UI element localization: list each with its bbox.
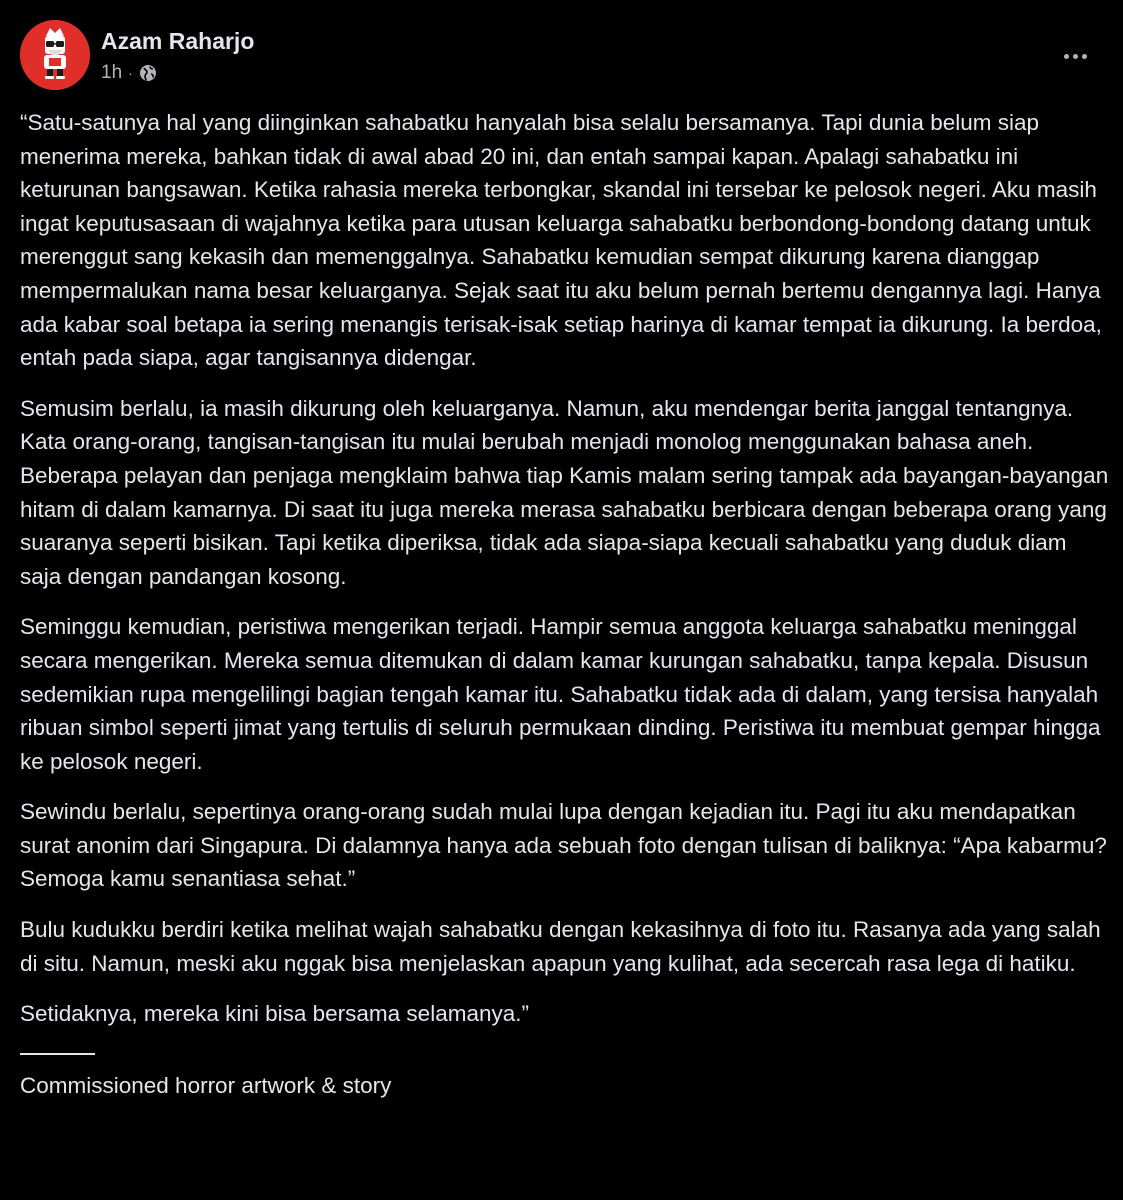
more-horizontal-icon (1073, 54, 1078, 59)
footer-divider (20, 1053, 95, 1055)
author-name[interactable]: Azam Raharjo (101, 28, 255, 54)
red-character-avatar-icon (20, 20, 90, 90)
post-timestamp[interactable]: 1h (101, 62, 123, 83)
post-paragraph: Bulu kudukku berdiri ketika melihat wajah sahabatku dengan kekasihnya di foto itu. Rasanya ada yang salah di situ. Namun, meski aku nggak bisa menjelaskan apapun yang kulihat, ada secercah rasa lega di hatiku. (20, 917, 1101, 976)
globe-icon[interactable] (139, 64, 157, 82)
post-footer-text: Commissioned horror artwork & story (20, 1072, 392, 1098)
post-body (20, 106, 1110, 1102)
post-paragraph: Seminggu kemudian, peristiwa mengerikan terjadi. Hampir semua anggota keluarga sahabatku meninggal secara mengerikan. Mereka semua ditemukan di dalam kamar kurungan sahabatku, tanpa kepala. Disusun sedemikian rupa mengelilingi bagian tengah kamar itu. Sahabatku tidak ada di dalam, yang tersisa hanyalah ribuan simbol seperti jimat yang tertulis di seluruh permukaan dinding. Peristiwa itu membuat gempar hingga ke pelosok negeri. (20, 614, 1101, 774)
author-avatar[interactable] (20, 20, 90, 90)
post-header (20, 20, 1103, 90)
more-options-button[interactable] (1057, 38, 1093, 74)
post-paragraph: Sewindu berlalu, sepertinya orang-orang sudah mulai lupa dengan kejadian itu. Pagi itu aku mendapatkan surat anonim dari Singapura. Di dalamnya hanya ada sebuah foto dengan tulisan di baliknya: “Apa kabarmu? Semoga kamu senantiasa sehat.” (20, 799, 1107, 892)
meta-separator: · (128, 65, 133, 81)
post-paragraph: “Satu-satunya hal yang diinginkan sahabatku hanyalah bisa selalu bersamanya. Tapi dunia belum siap menerima mereka, bahkan tidak di awal abad 20 ini, dan entah sampai kapan. Apalagi sahabatku ini keturunan bangsawan. Ketika rahasia mereka terbongkar, skandal ini tersebar ke pelosok negeri. Aku masih ingat keputusasaan di wajahnya ketika para utusan keluarga sahabatku berbondong-bondong datang untuk merenggut sang kekasih dan memenggalnya. Sahabatku kemudian sempat dikurung karena dianggap mempermalukan nama besar keluarganya. Sejak saat itu aku belum pernah bertemu dengannya lagi. Hanya ada kabar soal betapa ia sering menangis terisak-isak setiap harinya di kamar tempat ia dikurung. Ia berdoa, entah pada siapa, agar tangisannya didengar. (20, 110, 1102, 371)
post-meta (101, 62, 157, 84)
post-paragraph: Setidaknya, mereka kini bisa bersama selamanya.” (20, 1001, 529, 1027)
more-horizontal-icon (1082, 54, 1087, 59)
post-paragraph: Semusim berlalu, ia masih dikurung oleh keluarganya. Namun, aku mendengar berita janggal tentangnya. Kata orang-orang, tangisan-tangisan itu mulai berubah menjadi monolog menggunakan bahasa aneh. Beberapa pelayan dan penjaga mengklaim bahwa tiap Kamis malam sering tampak ada bayangan-bayangan hitam di dalam kamarnya. Di saat itu juga mereka merasa sahabatku berbicara dengan beberapa orang yang suaranya seperti bisikan. Tapi ketika diperiksa, tidak ada siapa-siapa kecuali sahabatku yang duduk diam saja dengan pandangan kosong. (20, 395, 1109, 589)
more-horizontal-icon (1064, 54, 1069, 59)
